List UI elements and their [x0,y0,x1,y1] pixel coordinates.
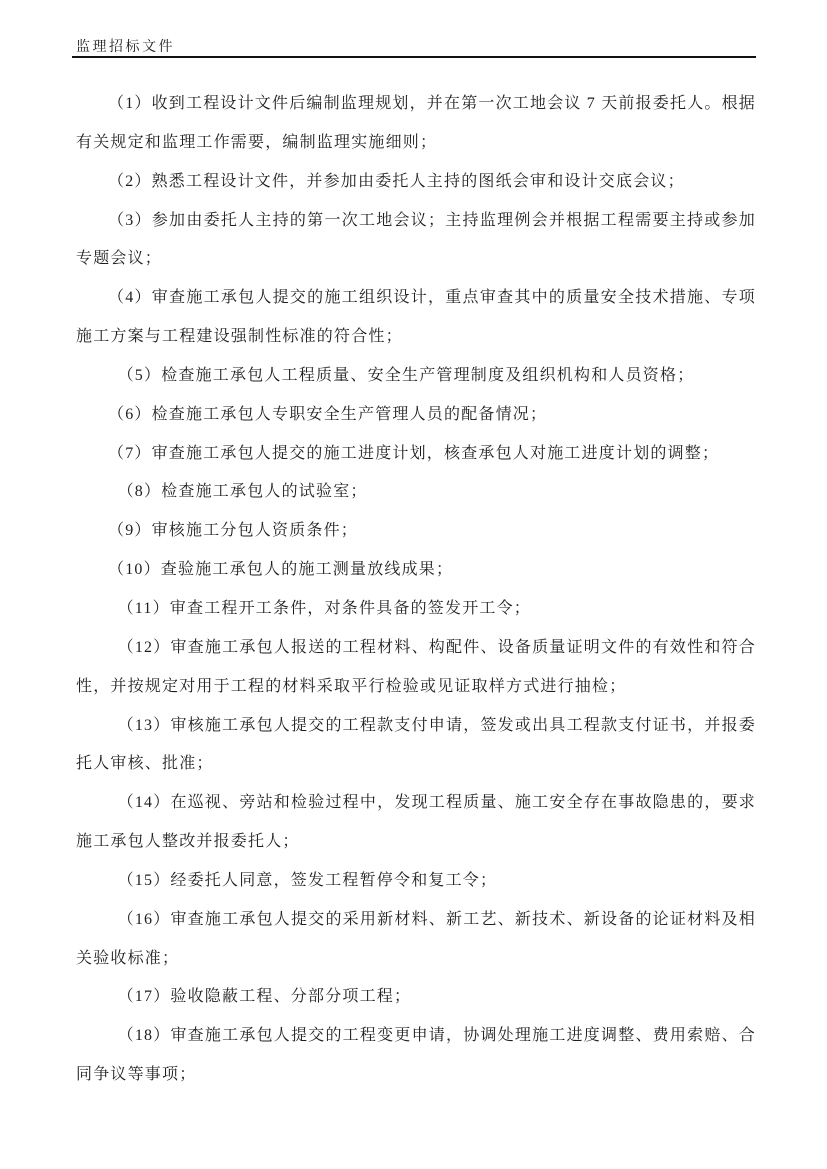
list-item-8: （8）检查施工承包人的试验室； [117,483,368,501]
list-item-17: （17）验收隐蔽工程、分部分项工程； [117,988,412,1006]
list-item-16: （16）审查施工承包人提交的采用新材料、新工艺、新技术、新设备的论证材料及相关验收标准； [76,910,756,967]
list-item-5: （5）检查施工承包人工程质量、安全生产管理制度及组织机构和人员资格； [117,366,695,384]
list-item-3: （3）参加由委托人主持的第一次工地会议；主持监理例会并根据工程需要主持或参加专题会议； [76,211,756,268]
list-item-18: （18）审查施工承包人提交的工程变更申请，协调处理施工进度调整、费用索赔、合同争议等事项； [76,1027,756,1084]
list-item-10: （10）查验施工承包人的施工测量放线成果； [108,561,454,579]
list-item-7: （7）审查施工承包人提交的施工进度计划，核查承包人对施工进度计划的调整； [108,444,720,462]
list-item-11: （11）审查工程开工条件，对条件具备的签发开工令； [117,599,532,617]
document-body [76,85,756,1095]
list-item-12: （12）审查施工承包人报送的工程材料、构配件、设备质量证明文件的有效性和符合性，并按规定对用于工程的材料采取平行检验或见证取样方式进行抽检； [76,638,756,695]
list-item-13: （13）审核施工承包人提交的工程款支付申请，签发或出具工程款支付证书，并报委托人审核、批准； [76,716,756,773]
list-item-1: （1）收到工程设计文件后编制监理规划，并在第一次工地会议 7 天前报委托人。根据有关规定和监理工作需要，编制监理实施细则； [76,95,757,151]
list-item-14: （14）在巡视、旁站和检验过程中，发现工程质量、施工安全存在事故隐患的，要求施工承包人整改并报委托人； [76,794,756,851]
list-item-2: （2）熟悉工程设计文件，并参加由委托人主持的图纸会审和设计交底会议； [108,172,685,190]
list-item-4: （4）审查施工承包人提交的施工组织设计，重点审查其中的质量安全技术措施、专项施工方案与工程建设强制性标准的符合性； [76,289,756,346]
header-divider [72,56,756,58]
page-header-text: 监理招标文件 [76,40,175,55]
list-item-9: （9）审核施工分包人资质条件； [108,522,359,540]
list-item-15: （15）经委托人同意，签发工程暂停令和复工令； [117,871,498,889]
list-item-6: （6）检查施工承包人专职安全生产管理人员的配备情况； [108,405,548,423]
